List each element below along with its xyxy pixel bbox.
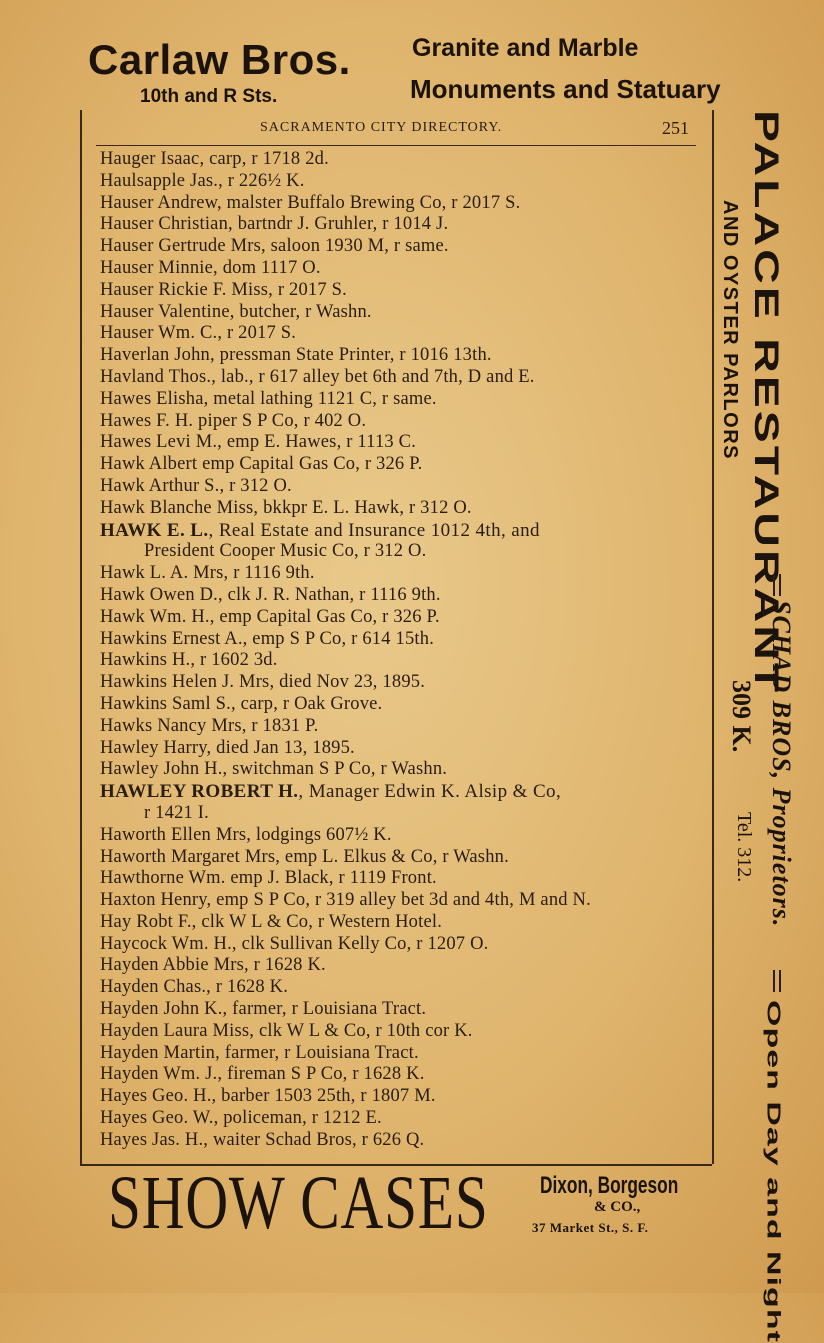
directory-entry: [100, 520, 704, 542]
side-ad-divider: [779, 574, 781, 596]
directory-entry: Hauser Rickie F. Miss, r 2017 S.: [100, 279, 347, 300]
open-day-and-night-text: Open Day and Night: [763, 1000, 784, 1343]
directory-entry: Hawk Blanche Miss, bkkpr E. L. Hawk, r 312 O.: [100, 497, 472, 518]
directory-entry: Hawkins Ernest A., emp S P Co, r 614 15th.: [100, 628, 435, 649]
directory-entry: Hawes Elisha, metal lathing 1121 C, r same.: [100, 388, 437, 409]
directory-entry-continuation: r 1421 I.: [144, 802, 209, 823]
dixon-borgeson-name: Dixon, Borgeson: [540, 1172, 679, 1199]
carlaw-ad-address: 10th and R Sts.: [140, 86, 278, 107]
dixon-borgeson-company: & CO.,: [594, 1199, 641, 1215]
directory-entry: Hawk Owen D., clk J. R. Nathan, r 1116 9th.: [100, 584, 441, 605]
page-number: 251: [662, 118, 689, 138]
directory-entry: Hayden Chas., r 1628 K.: [100, 977, 289, 998]
directory-entries-list: [100, 149, 704, 1152]
carlaw-ad-line2: Monuments and Statuary: [410, 74, 721, 104]
directory-entry: Hay Robt F., clk W L & Co, r Western Hotel.: [100, 911, 443, 932]
dixon-borgeson-address: 37 Market St., S. F.: [532, 1220, 649, 1235]
palace-restaurant-address: 309 K.: [727, 680, 756, 753]
directory-entry: Hawk Arthur S., r 312 O.: [100, 475, 292, 496]
directory-entry: Haycock Wm. H., clk Sullivan Kelly Co, r 1207 O.: [100, 933, 489, 954]
directory-entry: Hawthorne Wm. emp J. Black, r 1119 Front.: [100, 868, 437, 889]
directory-entry: Haxton Henry, emp S P Co, r 319 alley bet 3d and 4th, M and N.: [100, 890, 591, 911]
directory-entry: Hawley Harry, died Jan 13, 1895.: [100, 737, 355, 758]
directory-entry: Hawley John H., switchman S P Co, r Washn.: [100, 759, 448, 780]
directory-entry: Hauser Gertrude Mrs, saloon 1930 M, r same.: [100, 236, 449, 257]
directory-entry: Hauser Christian, bartndr J. Gruhler, r 1014 J.: [100, 214, 449, 235]
directory-entry: Haworth Ellen Mrs, lodgings 607½ K.: [100, 824, 392, 845]
directory-entry: Hayden John K., farmer, r Louisiana Tract.: [100, 999, 427, 1020]
directory-entry: Haulsapple Jas., r 226½ K.: [100, 170, 305, 191]
directory-entry: Hauser Wm. C., r 2017 S.: [100, 323, 297, 344]
directory-entry: Hawk Wm. H., emp Capital Gas Co, r 326 P.: [100, 606, 440, 627]
directory-entry: Hauser Andrew, malster Buffalo Brewing Co, r 2017 S.: [100, 192, 521, 213]
page-header-title: SACRAMENTO CITY DIRECTORY.: [260, 120, 503, 135]
directory-entry: Hawkins Helen J. Mrs, died Nov 23, 1895.: [100, 672, 426, 693]
directory-entry: Havland Thos., lab., r 617 alley bet 6th and 7th, D and E.: [100, 366, 535, 387]
entry-details: , Real Estate and Insurance 1012 4th, and: [208, 519, 540, 541]
directory-entry: Hayes Geo. H., barber 1503 25th, r 1807 M.: [100, 1086, 436, 1107]
header-divider: [96, 145, 696, 146]
side-ad-divider: [773, 574, 775, 596]
directory-entry: Hayes Geo. W., policeman, r 1212 E.: [100, 1108, 382, 1129]
palace-restaurant-telephone: Tel. 312.: [733, 812, 755, 883]
directory-entry: Hawk L. A. Mrs, r 1116 9th.: [100, 563, 315, 584]
carlaw-ad-line1: Granite and Marble: [412, 34, 639, 62]
schad-bros-proprietors: SCHAD BROS, Proprietors.: [767, 600, 796, 928]
directory-entry: Hauger Isaac, carp, r 1718 2d.: [100, 149, 329, 169]
side-ad-divider: [779, 970, 781, 992]
directory-entry: Hawes Levi M., emp E. Hawes, r 1113 C.: [100, 432, 417, 453]
entry-bold-name: HAWK E. L.: [100, 519, 209, 541]
palace-restaurant-ad-name: PALACE RESTAURANT: [747, 110, 786, 696]
directory-entry: Haworth Margaret Mrs, emp L. Elkus & Co, r Washn.: [100, 846, 509, 867]
directory-entry: Hawks Nancy Mrs, r 1831 P.: [100, 715, 319, 736]
carlaw-ad-name: Carlaw Bros.: [88, 36, 351, 83]
directory-entry: Haverlan John, pressman State Printer, r 1016 13th.: [100, 345, 492, 366]
directory-entry: Hayden Abbie Mrs, r 1628 K.: [100, 955, 326, 976]
directory-entry: Hauser Minnie, dom 1117 O.: [100, 257, 321, 278]
side-ad-divider: [773, 970, 775, 992]
directory-entry: Hayden Wm. J., fireman S P Co, r 1628 K.: [100, 1064, 425, 1085]
entry-details: , Manager Edwin K. Alsip & Co,: [298, 781, 562, 803]
directory-entry: Hayes Jas. H., waiter Schad Bros, r 626 Q.: [100, 1129, 425, 1150]
directory-entry: Hayden Martin, farmer, r Louisiana Tract.: [100, 1042, 419, 1063]
directory-entry: Hawkins Saml S., carp, r Oak Grove.: [100, 693, 383, 714]
show-cases-ad-title: SHOW CASES: [108, 1161, 489, 1245]
directory-entry: [100, 781, 704, 803]
entry-bold-name: HAWLEY ROBERT H.: [100, 781, 299, 803]
directory-entry: Hauser Valentine, butcher, r Washn.: [100, 301, 372, 322]
carlaw-bros-advertisement: [0, 0, 824, 110]
directory-entry: Hawkins H., r 1602 3d.: [100, 650, 278, 671]
directory-entry-continuation: President Cooper Music Co, r 312 O.: [144, 541, 427, 562]
directory-entry: Hawes F. H. piper S P Co, r 402 O.: [100, 410, 367, 431]
palace-restaurant-ad-subtitle: AND OYSTER PARLORS: [719, 200, 741, 460]
directory-entry: Hawk Albert emp Capital Gas Co, r 326 P.: [100, 454, 423, 475]
directory-entry: Hayden Laura Miss, clk W L & Co, r 10th cor K.: [100, 1020, 473, 1041]
